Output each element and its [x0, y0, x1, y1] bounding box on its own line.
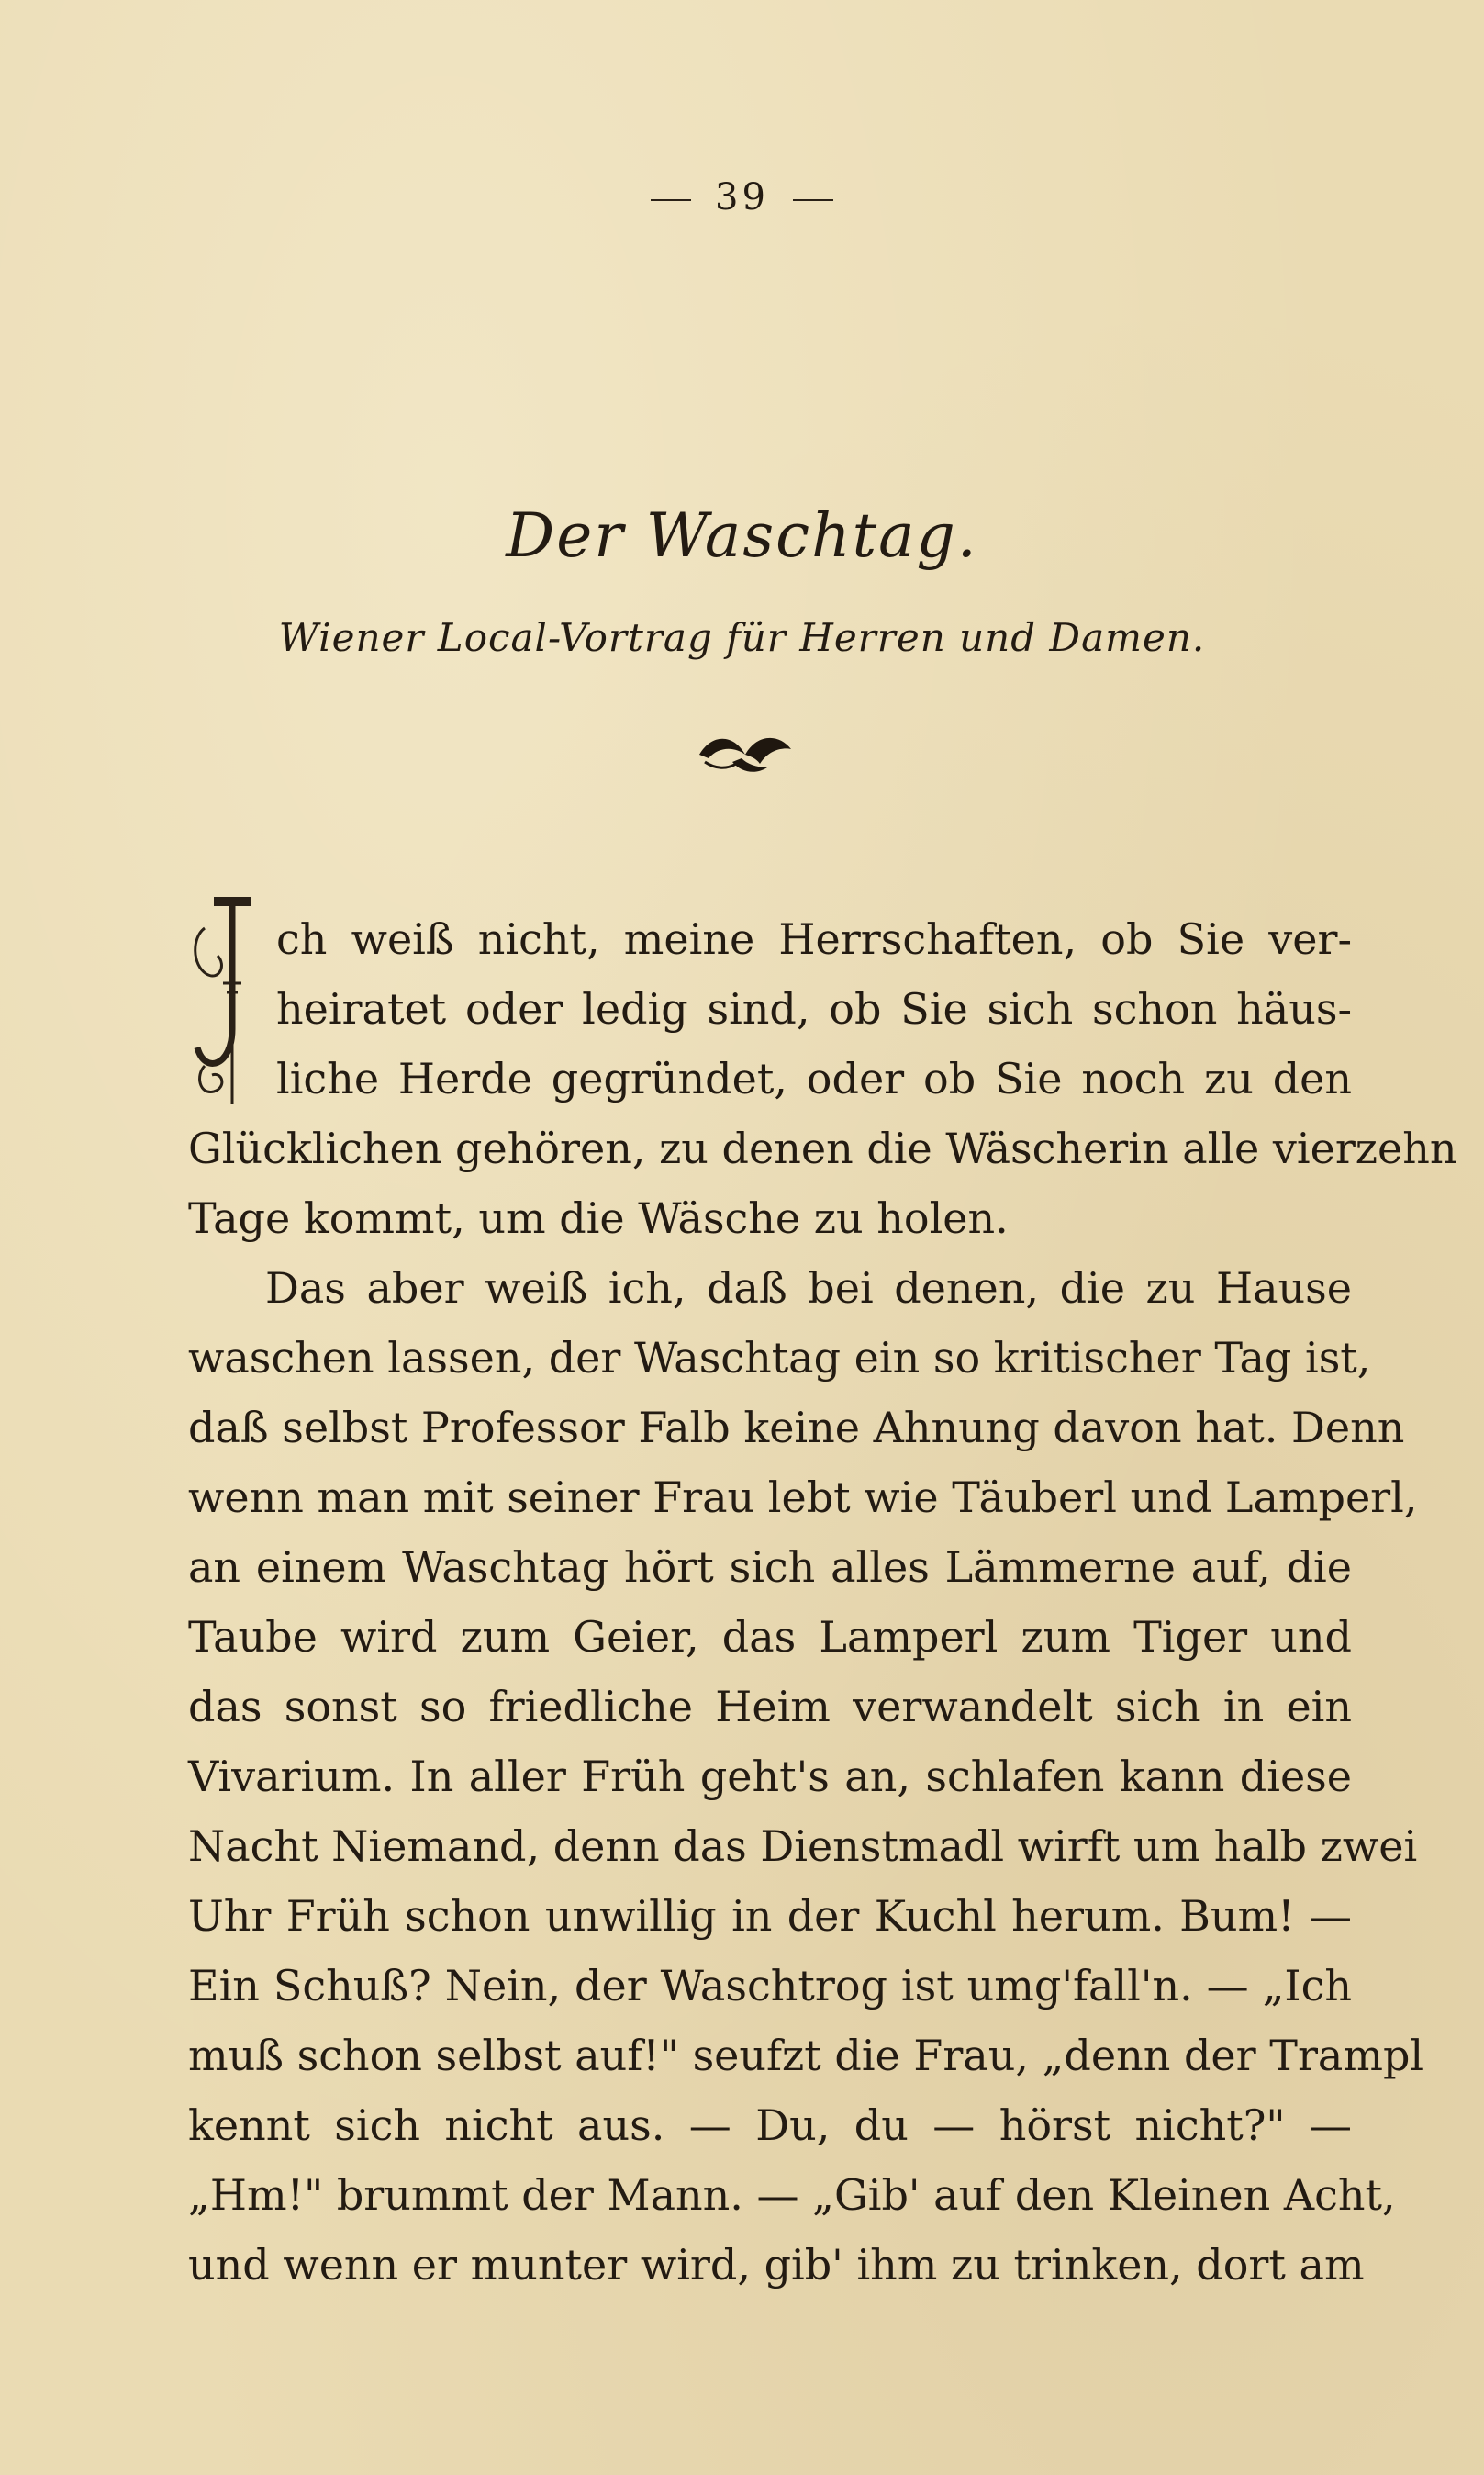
decorated-initial-J-icon — [186, 891, 274, 1112]
text-line: an einem Waschtag hört sich alles Lämmerne auf, die — [188, 1542, 1352, 1592]
text-line: Taube wird zum Geier, das Lamperl zum Tiger und — [188, 1612, 1352, 1662]
body-text — [188, 904, 1457, 2300]
text-line: wenn man mit seiner Frau lebt wie Täuberl und Lamperl, — [188, 1473, 1418, 1522]
dash-left — [651, 199, 691, 201]
dash-right — [793, 199, 833, 201]
leaf-ornament-icon — [696, 727, 795, 780]
page-number-value: 39 — [715, 176, 769, 218]
text-line: Das aber weiß ich, daß bei denen, die zu Hause — [265, 1263, 1352, 1313]
text-line: Tage kommt, um die Wäsche zu holen. — [188, 1193, 1009, 1243]
text-line: daß selbst Professor Falb keine Ahnung davon hat. Denn — [188, 1403, 1405, 1452]
text-line: Ein Schuß? Nein, der Waschtrog ist umg'fall'n. — „Ich — [188, 1961, 1352, 2010]
text-line: Vivarium. In aller Früh geht's an, schlafen kann diese — [188, 1752, 1352, 1801]
text-line: das sonst so friedliche Heim verwandelt sich in ein — [188, 1682, 1352, 1731]
text-line: ch weiß nicht, meine Herrschaften, ob Sie ver- — [276, 914, 1352, 964]
text-line: heiratet oder ledig sind, ob Sie sich schon häus- — [276, 984, 1352, 1034]
text-line: liche Herde gegründet, oder ob Sie noch zu den — [276, 1054, 1352, 1103]
text-line: muß schon selbst auf!" seufzt die Frau, „denn der Trampl — [188, 2031, 1424, 2080]
chapter-subtitle: Wiener Local-Vortrag für Herren und Damen. — [278, 615, 1206, 660]
chapter-title: Der Waschtag. — [506, 500, 978, 571]
text-line: Nacht Niemand, denn das Dienstmadl wirft um halb zwei — [188, 1821, 1418, 1871]
text-line: Uhr Früh schon unwillig in der Kuchl herum. Bum! — — [188, 1891, 1352, 1941]
text-line: und wenn er munter wird, gib' ihm zu trinken, dort am — [188, 2240, 1365, 2290]
page-number — [0, 176, 1484, 218]
text-line: kennt sich nicht aus. — Du, du — hörst nicht?" — — [188, 2100, 1352, 2150]
text-line: Glücklichen gehören, zu denen die Wäscherin alle vierzehn — [188, 1124, 1457, 1173]
text-line: „Hm!" brummt der Mann. — „Gib' auf den Kleinen Acht, — [188, 2170, 1396, 2220]
text-line: waschen lassen, der Waschtag ein so kritischer Tag ist, — [188, 1333, 1371, 1383]
